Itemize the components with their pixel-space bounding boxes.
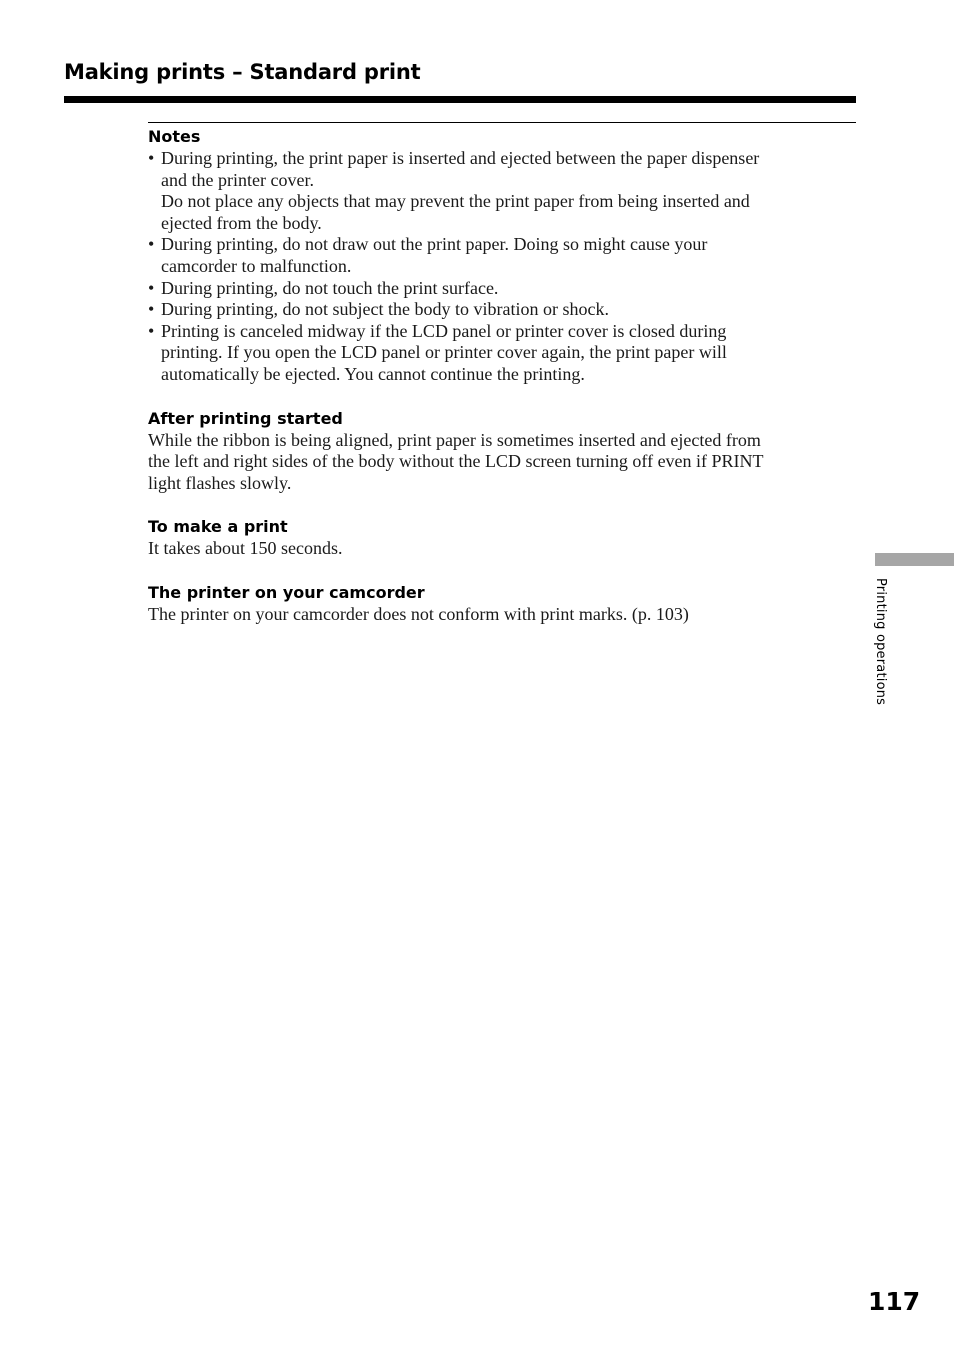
bullet-icon: • bbox=[148, 299, 155, 320]
section-to-make-a-print bbox=[148, 516, 856, 560]
bullet-icon: • bbox=[148, 148, 155, 168]
paragraph-line: The printer on your camcorder does not conform with print marks. (p. 103) bbox=[148, 603, 689, 624]
paragraph-line: the left and right sides of the body without the LCD screen turning off even if PRINT bbox=[148, 451, 764, 472]
section-printer-on-camcorder bbox=[148, 582, 856, 626]
side-tab-marker bbox=[875, 553, 954, 566]
bullet-icon: • bbox=[148, 277, 155, 298]
note-line: During printing, do not touch the print surface. bbox=[161, 277, 499, 298]
paragraph-line: While the ribbon is being aligned, print paper is sometimes inserted and ejected from bbox=[148, 429, 761, 450]
note-line: printing. If you open the LCD panel or printer cover again, the print paper will bbox=[161, 342, 727, 363]
note-line: Do not place any objects that may prevent the print paper from being inserted and bbox=[161, 191, 750, 212]
note-line: ejected from the body. bbox=[161, 212, 322, 233]
note-line: During printing, the print paper is inserted and ejected between the paper dispenser bbox=[161, 148, 760, 168]
main-content bbox=[148, 122, 856, 626]
section-heading: The printer on your camcorder bbox=[148, 582, 425, 602]
note-line: automatically be ejected. You cannot continue the printing. bbox=[161, 363, 585, 384]
note-line: Printing is canceled midway if the LCD panel or printer cover is closed during bbox=[161, 320, 727, 341]
note-item bbox=[148, 234, 856, 277]
note-item bbox=[148, 321, 856, 386]
paragraph-line: It takes about 150 seconds. bbox=[148, 538, 343, 559]
section-heading: After printing started bbox=[148, 408, 343, 428]
paragraph-line: light flashes slowly. bbox=[148, 472, 292, 493]
note-item bbox=[148, 299, 856, 321]
notes-heading: Notes bbox=[148, 127, 201, 146]
note-line: During printing, do not subject the body to vibration or shock. bbox=[161, 299, 609, 320]
section-after-printing-started bbox=[148, 408, 856, 495]
note-item bbox=[148, 278, 856, 300]
section-paragraph bbox=[148, 430, 856, 495]
note-item bbox=[148, 148, 856, 234]
note-line: camcorder to malfunction. bbox=[161, 255, 352, 276]
page-number: 117 bbox=[868, 1287, 921, 1316]
title-rule bbox=[64, 96, 856, 103]
bullet-icon: • bbox=[148, 320, 155, 341]
side-tab-label: Printing operations bbox=[873, 578, 888, 706]
section-paragraph bbox=[148, 538, 856, 560]
notes-list bbox=[148, 148, 856, 386]
section-heading: To make a print bbox=[148, 517, 288, 537]
notes-rule bbox=[148, 122, 856, 123]
section-paragraph bbox=[148, 604, 856, 626]
note-line: and the printer cover. bbox=[161, 169, 314, 190]
bullet-icon: • bbox=[148, 234, 155, 255]
note-line: During printing, do not draw out the print paper. Doing so might cause your bbox=[161, 234, 708, 255]
page-title: Making prints – Standard print bbox=[64, 60, 421, 84]
